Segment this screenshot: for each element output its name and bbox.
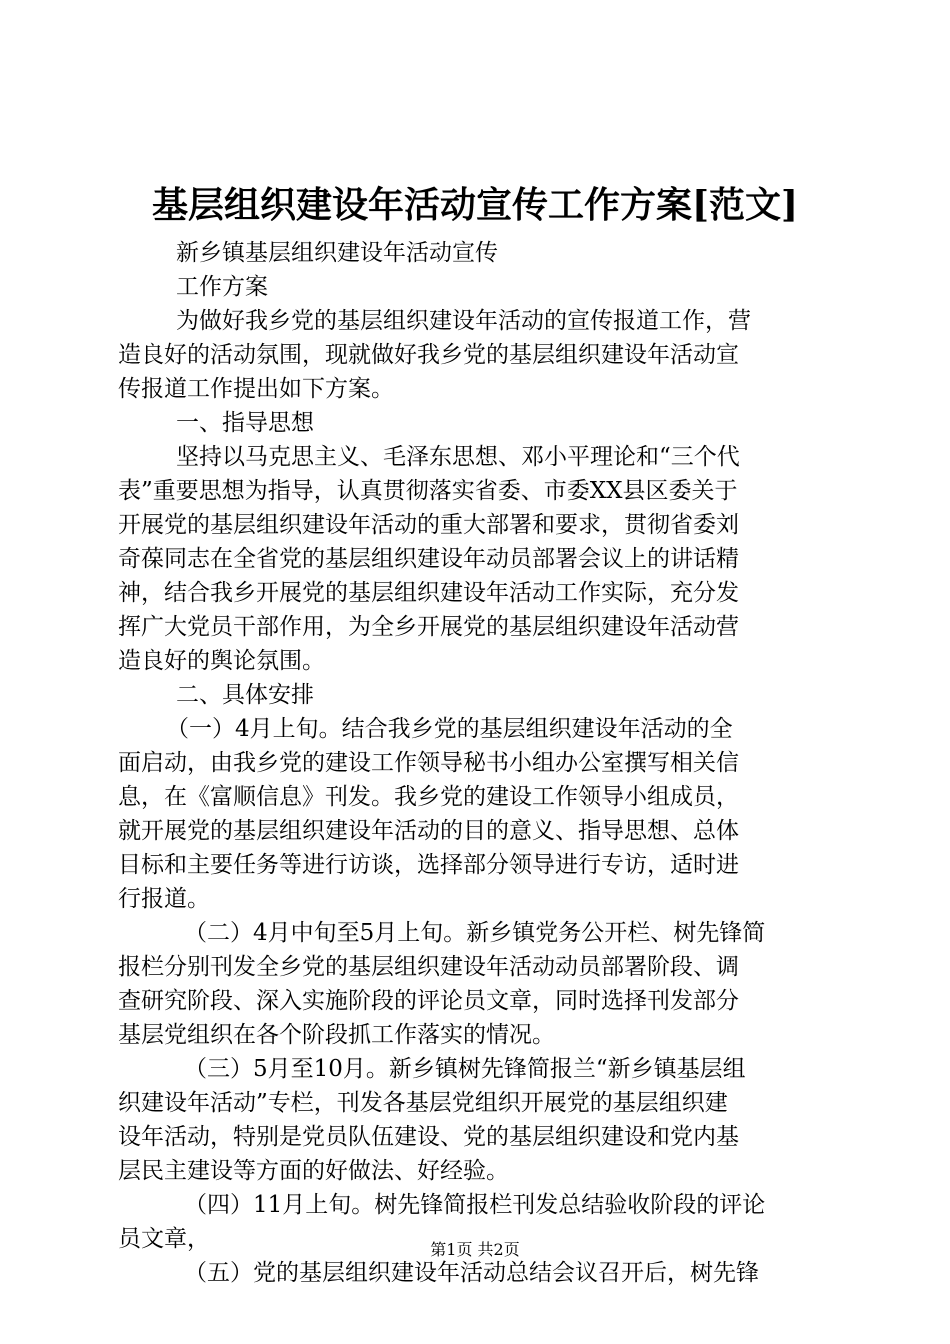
paragraph-line: 为做好我乡党的基层组织建设年活动的宣传报道工作，营 [176,308,751,334]
paragraph-line: 织建设年活动”专栏，刊发各基层党组织开展党的基层组织建 [118,1090,728,1116]
paragraph-line: 造良好的舆论氛围。 [118,648,325,674]
paragraph-line: 面启动，由我乡党的建设工作领导秘书小组办公室撰写相关信 [118,750,739,776]
paragraph-line: （四）11月上旬。树先锋简报栏刊发总结验收阶段的评论 [184,1192,766,1218]
paragraph-line: 传报道工作提出如下方案。 [118,376,394,402]
section-heading: 一、指导思想 [176,410,314,436]
subtitle-line: 工作方案 [176,274,268,300]
paragraph-line: 就开展党的基层组织建设年活动的目的意义、指导思想、总体 [118,818,739,844]
paragraph-line: 层民主建设等方面的好做法、好经验。 [118,1158,509,1184]
paragraph-line: 挥广大党员干部作用，为全乡开展党的基层组织建设年活动营 [118,614,739,640]
paragraph-line: 行报道。 [118,886,210,912]
paragraph-line: 目标和主要任务等进行访谈，选择部分领导进行专访，适时进 [118,852,739,878]
paragraph-line: 表”重要思想为指导，认真贯彻落实省委、市委XX县区委关于 [118,478,738,504]
page-number: 第1页 共2页 [430,1240,520,1259]
paragraph-line: 开展党的基层组织建设年活动的重大部署和要求，贯彻省委刘 [118,512,739,538]
document-title: 基层组织建设年活动宣传工作方案[范文] [151,184,799,226]
paragraph-line: 报栏分别刊发全乡党的基层组织建设年活动动员部署阶段、调 [118,954,739,980]
paragraph-line: 查研究阶段、深入实施阶段的评论员文章，同时选择刊发部分 [118,988,739,1014]
paragraph-line: 造良好的活动氛围，现就做好我乡党的基层组织建设年活动宣 [118,342,739,368]
paragraph-line: 神，结合我乡开展党的基层组织建设年活动工作实际，充分发 [118,580,739,606]
document-body [118,236,834,1290]
paragraph-line: 员文章， [118,1226,210,1252]
subtitle-line: 新乡镇基层组织建设年活动宣传 [176,240,498,266]
paragraph-line: （五）党的基层组织建设年活动总结会议召开后，树先锋 [184,1260,759,1286]
section-heading: 二、具体安排 [176,682,314,708]
paragraph-line: （三）5月至10月。新乡镇树先锋简报兰“新乡镇基层组 [184,1056,746,1082]
paragraph-line: （一）4月上旬。结合我乡党的基层组织建设年活动的全 [166,716,733,742]
paragraph-line: 基层党组织在各个阶段抓工作落实的情况。 [118,1022,555,1048]
paragraph-line: 息，在《富顺信息》刊发。我乡党的建设工作领导小组成员， [118,784,739,810]
paragraph-line: （二）4月中旬至5月上旬。新乡镇党务公开栏、树先锋简 [184,920,766,946]
paragraph-line: 奇葆同志在全省党的基层组织建设年动员部署会议上的讲话精 [118,546,739,572]
paragraph-line: 设年活动，特别是党员队伍建设、党的基层组织建设和党内基 [118,1124,739,1150]
paragraph-line: 坚持以马克思主义、毛泽东思想、邓小平理论和“三个代 [176,444,740,470]
